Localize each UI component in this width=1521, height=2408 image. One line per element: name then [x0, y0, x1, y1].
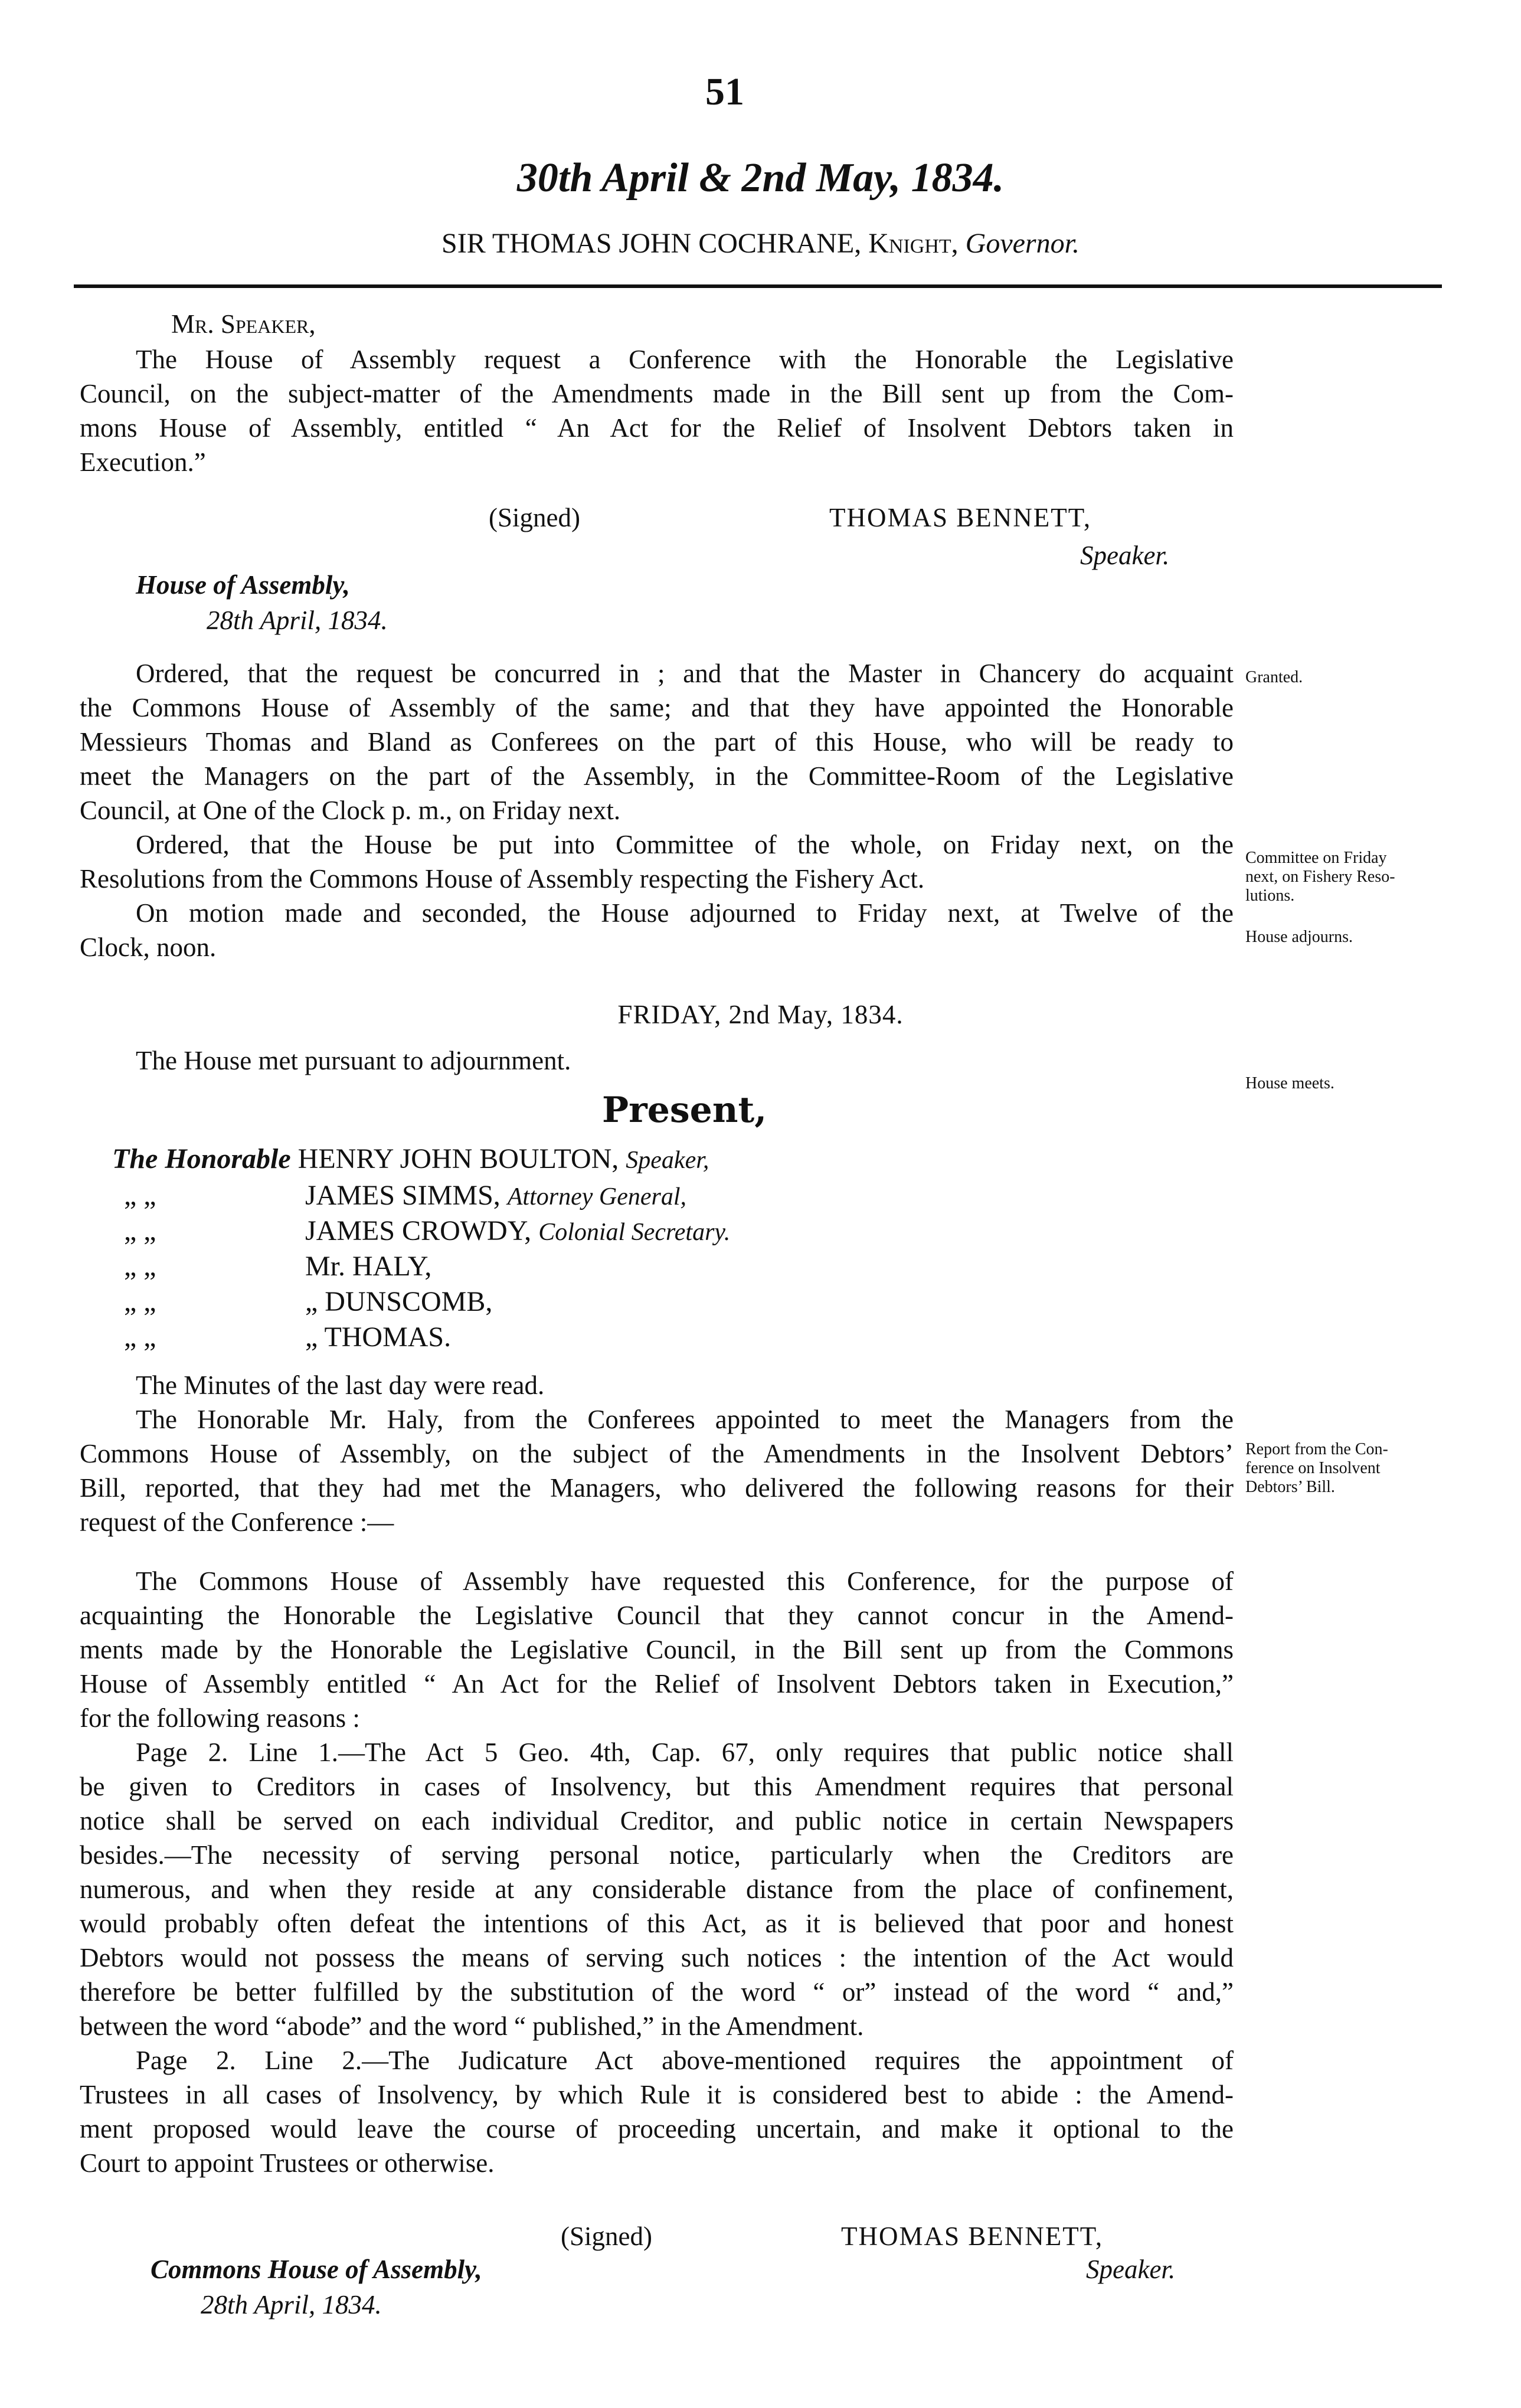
reasons-line: acquainting the Honorable the Legislative Council that they cannot concur in the Amend-: [80, 1601, 1234, 1630]
member-name: JAMES SIMMS,: [305, 1180, 501, 1211]
signed-label: (Signed): [561, 2221, 652, 2251]
member-name: „ DUNSCOMB,: [305, 1286, 493, 1317]
member-prefix: „ „: [124, 1215, 156, 1246]
member-name: HENRY JOHN BOULTON,: [297, 1143, 619, 1174]
reasons-line: Debtors would not possess the means of serving such notices : the intention of the Act would: [80, 1943, 1234, 1972]
reasons-line: House of Assembly entitled “ An Act for the Relief of Insolvent Debtors taken in Execution,”: [80, 1669, 1234, 1699]
order-line: Ordered, that the House be put into Committee of the whole, on Friday next, on the: [136, 830, 1234, 859]
member-row: [124, 1215, 730, 1247]
member-prefix: „ „: [124, 1286, 156, 1317]
margin-note-line: Report from the Con-: [1245, 1440, 1388, 1458]
order-line: meet the Managers on the part of the Assembly, in the Committee-Room of the Legislative: [80, 761, 1234, 791]
message-line: mons House of Assembly, entitled “ An Act for the Relief of Insolvent Debtors taken in: [80, 413, 1234, 443]
message-line: Council, on the subject-matter of the Amendments made in the Bill sent up from the Com-: [80, 379, 1234, 408]
member-role: Colonial Secretary.: [538, 1219, 731, 1246]
reasons-paragraph: [80, 1564, 1234, 2180]
member-prefix: „ „: [124, 1180, 156, 1211]
reasons-line: would probably often defeat the intentions of this Act, as it is believed that poor and honest: [80, 1909, 1234, 1938]
reasons-line: Page 2. Line 2.—The Judicature Act above-mentioned requires the appointment of: [136, 2046, 1234, 2075]
member-prefix: „ „: [124, 1251, 156, 1282]
member-prefix: „ „: [124, 1321, 156, 1353]
member-row: [124, 1250, 431, 1282]
date-heading: 30th April & 2nd May, 1834.: [516, 155, 1005, 201]
order-line: Messieurs Thomas and Bland as Conferees on the part of this House, who will be ready to: [80, 727, 1234, 757]
message-paragraph: [80, 342, 1234, 479]
reasons-line: Page 2. Line 1.—The Act 5 Geo. 4th, Cap. 67, only requires that public notice shall: [136, 1738, 1234, 1767]
report-paragraph: [80, 1368, 1234, 1539]
message-line: Execution.”: [80, 447, 206, 477]
reasons-line: for the following reasons :: [80, 1703, 360, 1733]
report-line: The Honorable Mr. Haly, from the Conferees appointed to meet the Managers from the: [136, 1405, 1234, 1434]
member-name: Mr. HALY,: [305, 1251, 432, 1282]
member-row: [124, 1321, 451, 1353]
margin-note-committee: [1245, 849, 1395, 905]
salutation: Mr. Speaker,: [171, 309, 316, 339]
reasons-line: be given to Creditors in cases of Insolvency, but this Amendment requires that personal: [80, 1772, 1234, 1801]
signatory-name: THOMAS BENNETT,: [841, 2221, 1104, 2251]
message-origin-date: 28th April, 1834.: [207, 606, 388, 635]
reasons-origin: Commons House of Assembly,: [151, 2255, 482, 2284]
member-row: [124, 1179, 686, 1212]
signed-label: (Signed): [489, 503, 580, 532]
house-met-line: The House met pursuant to adjournment.: [136, 1046, 571, 1075]
reasons-line: The Commons House of Assembly have requested this Conference, for the purpose of: [136, 1566, 1234, 1596]
margin-note-granted: Granted.: [1245, 668, 1303, 686]
reasons-line: ment proposed would leave the course of proceeding uncertain, and make it optional to the: [80, 2114, 1234, 2144]
page-number: 51: [705, 70, 744, 113]
signatory-title: Speaker.: [1080, 541, 1170, 570]
message-line: The House of Assembly request a Conference with the Honorable the Legislative: [136, 345, 1234, 374]
governor-name: SIR THOMAS JOHN COCHRANE,: [441, 228, 862, 259]
present-heading: Present,: [602, 1090, 767, 1131]
adjourn-line: Clock, noon.: [80, 933, 217, 962]
margin-note-report: [1245, 1440, 1388, 1497]
member-name: JAMES CROWDY,: [305, 1215, 532, 1246]
header-rule: [74, 284, 1442, 288]
margin-note-line: ference on Insolvent: [1245, 1459, 1381, 1477]
governor-title: Governor.: [965, 228, 1080, 259]
order-line: Ordered, that the request be concurred in ; and that the Master in Chancery do acquaint: [136, 659, 1234, 688]
signatory-title: Speaker.: [1086, 2255, 1176, 2284]
report-line: request of the Conference :—: [80, 1507, 394, 1537]
reasons-line: between the word “abode” and the word “ published,” in the Amendment.: [80, 2011, 864, 2041]
governor-rank: Knight,: [868, 228, 959, 259]
adjourn-line: On motion made and seconded, the House adjourned to Friday next, at Twelve of the: [136, 898, 1234, 928]
margin-note-adjourns: House adjourns.: [1245, 928, 1353, 946]
friday-heading: FRIDAY, 2nd May, 1834.: [617, 1000, 904, 1029]
reasons-line: besides.—The necessity of serving personal notice, particularly when the Creditors are: [80, 1840, 1234, 1870]
reasons-line: Court to appoint Trustees or otherwise.: [80, 2148, 495, 2178]
report-line: Commons House of Assembly, on the subject of the Amendments in the Insolvent Debtors’: [80, 1439, 1234, 1468]
member-role: Speaker,: [626, 1147, 709, 1174]
reasons-line: Trustees in all cases of Insolvency, by which Rule it is considered best to abide : the Amend-: [80, 2080, 1234, 2109]
minutes-read-line: The Minutes of the last day were read.: [136, 1370, 545, 1400]
message-origin: House of Assembly,: [136, 570, 350, 600]
signatory-name: THOMAS BENNETT,: [829, 503, 1092, 532]
order-line: the Commons House of Assembly of the same; and that they have appointed the Honorable: [80, 693, 1234, 722]
margin-note-line: Committee on Friday: [1245, 849, 1387, 867]
reasons-line: therefore be better fulfilled by the substitution of the word “ or” instead of the word “ and,”: [80, 1977, 1234, 2007]
margin-note-line: Debtors’ Bill.: [1245, 1478, 1335, 1496]
reasons-origin-date: 28th April, 1834.: [201, 2290, 382, 2319]
member-name: „ THOMAS.: [305, 1321, 452, 1353]
margin-note-line: lutions.: [1245, 886, 1295, 905]
order-paragraph: [80, 656, 1234, 964]
member-prefix: The Honorable: [112, 1143, 291, 1174]
order-line: Resolutions from the Commons House of Assembly respecting the Fishery Act.: [80, 864, 925, 894]
report-line: Bill, reported, that they had met the Managers, who delivered the following reasons for their: [80, 1473, 1234, 1503]
member-row: [124, 1285, 492, 1318]
reasons-line: ments made by the Honorable the Legislative Council, in the Bill sent up from the Commons: [80, 1635, 1234, 1664]
member-role: Attorney General,: [507, 1183, 687, 1210]
margin-note-line: next, on Fishery Reso-: [1245, 868, 1395, 886]
governor-line: [0, 227, 1521, 260]
member-row: [112, 1143, 709, 1175]
reasons-line: notice shall be served on each individual Creditor, and public notice in certain Newspapers: [80, 1806, 1234, 1836]
reasons-line: numerous, and when they reside at any considerable distance from the place of confinement,: [80, 1874, 1234, 1904]
margin-note-meets: House meets.: [1245, 1074, 1334, 1092]
order-line: Council, at One of the Clock p. m., on Friday next.: [80, 796, 621, 825]
